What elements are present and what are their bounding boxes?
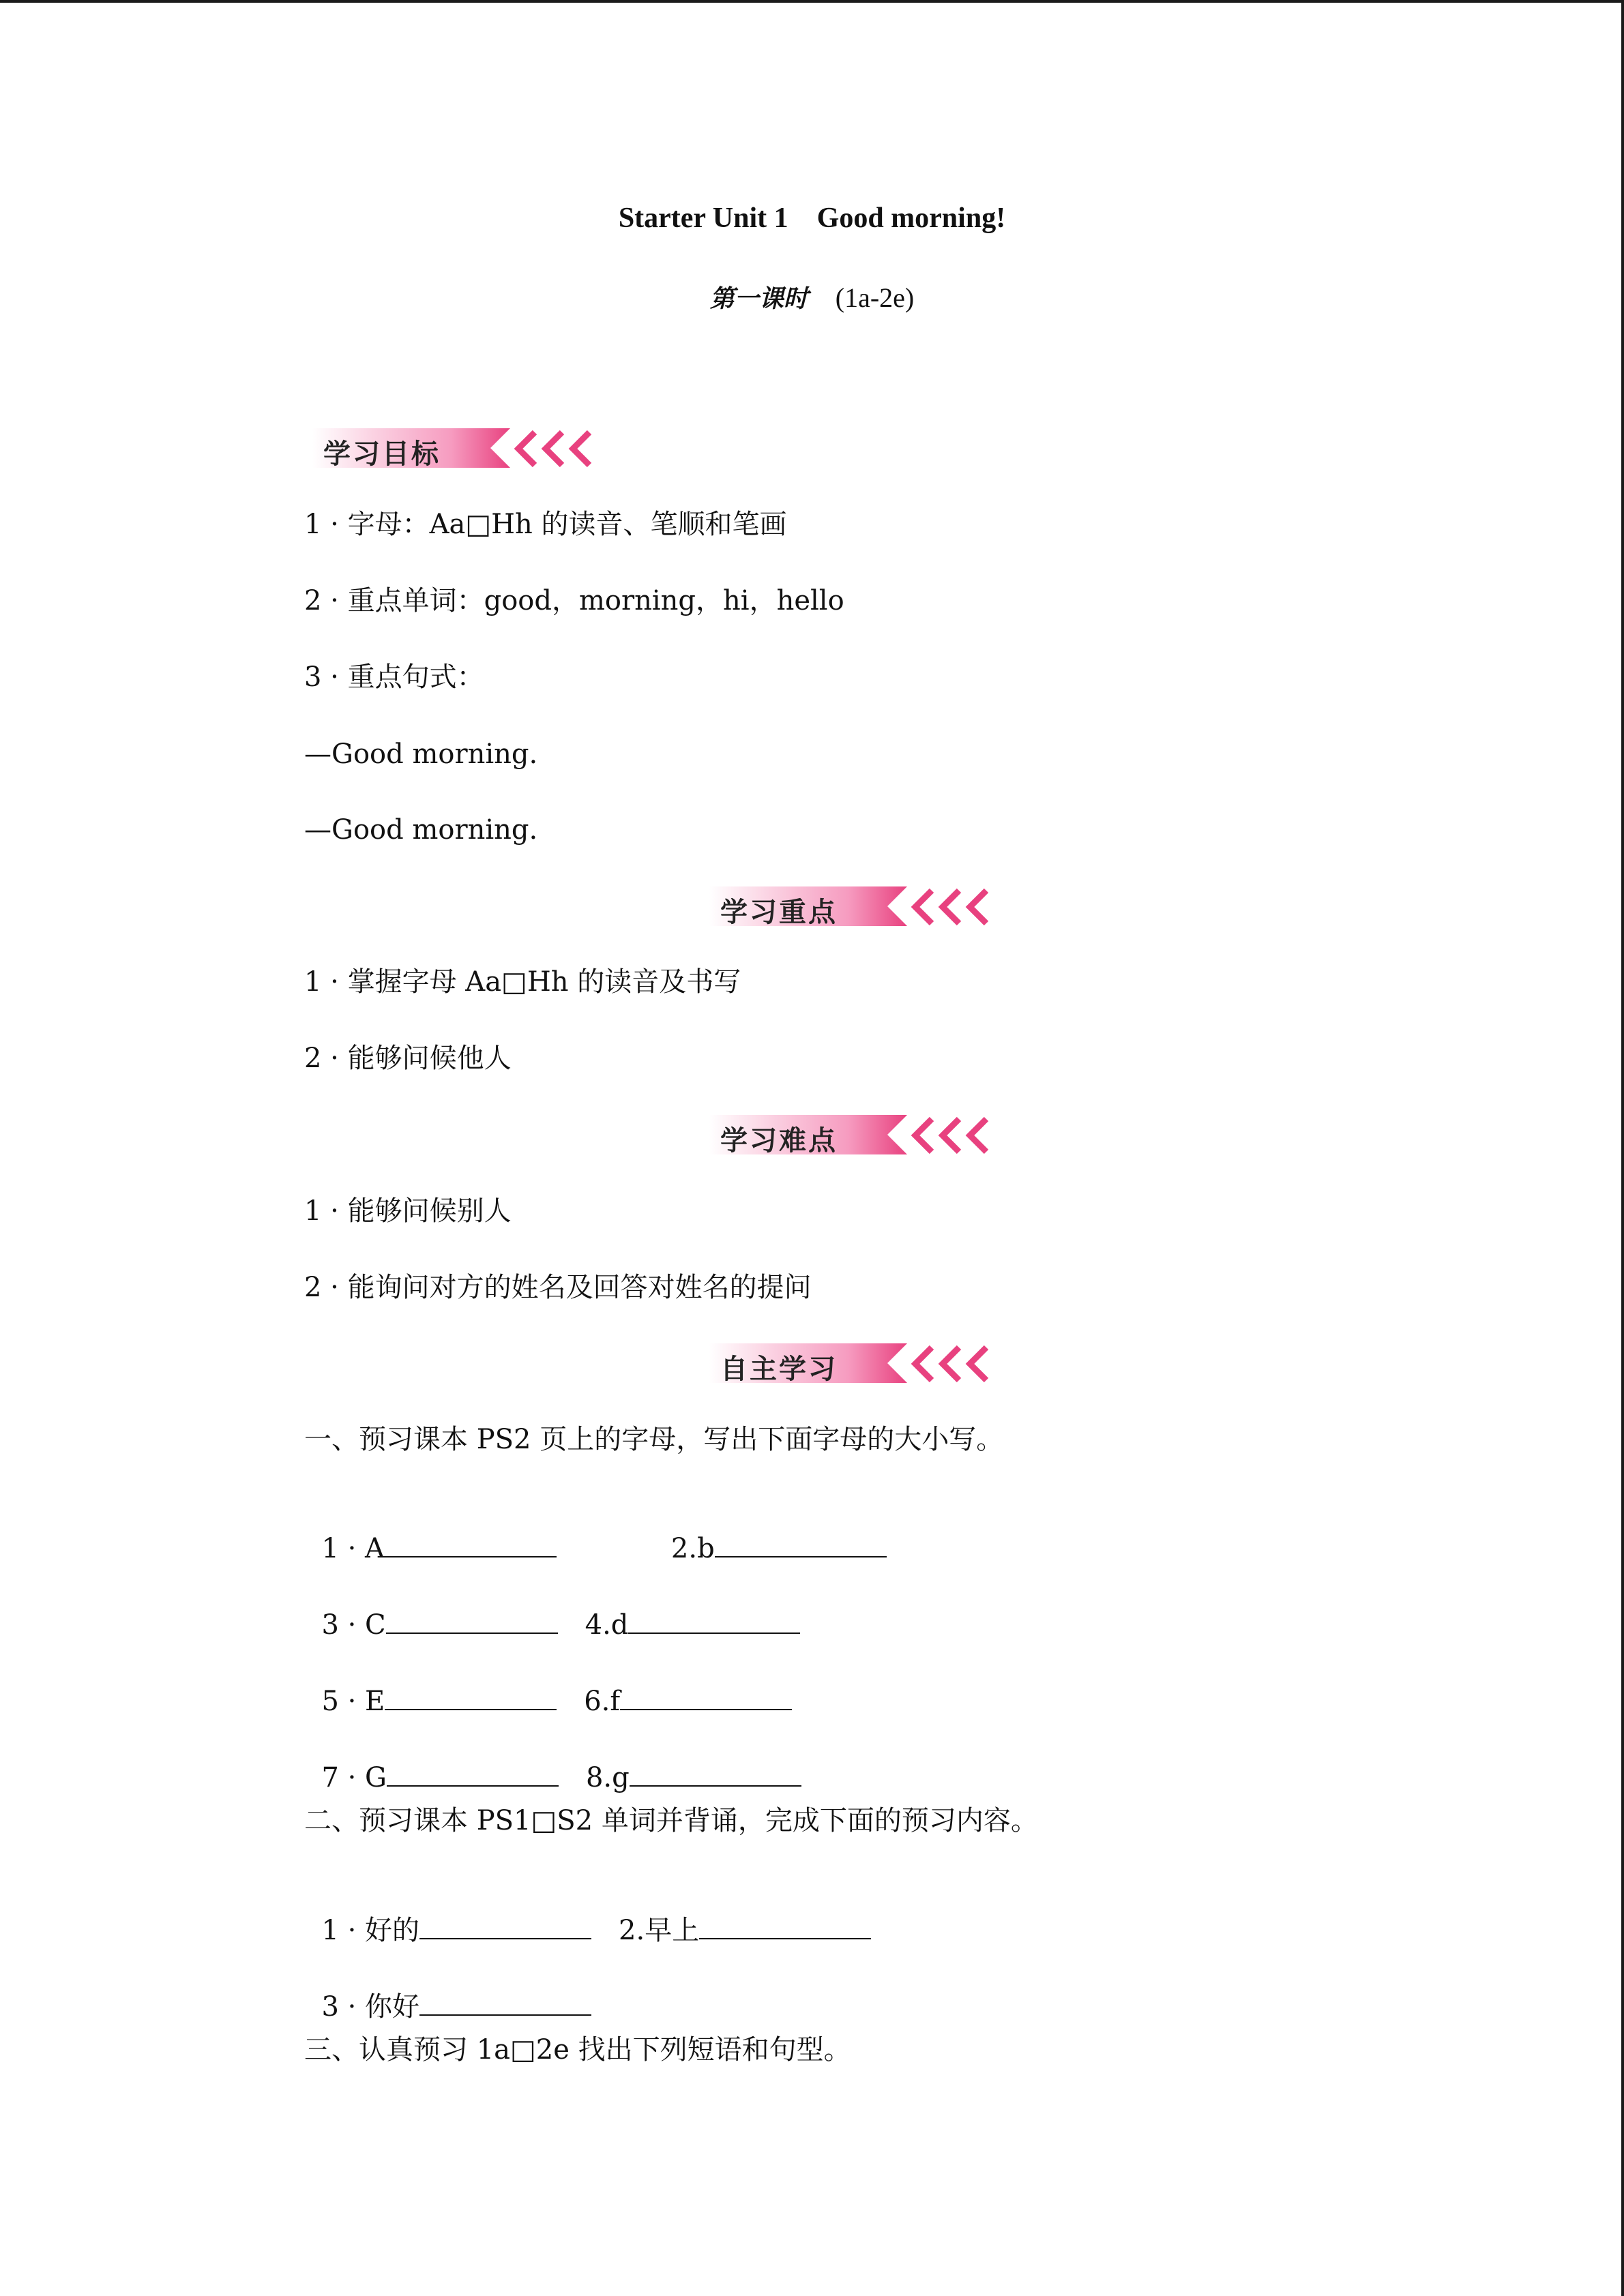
exercise-instruction: 一、预习课本 PS2 页上的字母，写出下面字母的大小写。: [304, 1424, 1004, 1455]
answer-blank[interactable]: [387, 1761, 559, 1787]
exercise-row: [304, 1881, 871, 1947]
top-border: [0, 0, 1624, 3]
answer-blank[interactable]: [699, 1913, 871, 1939]
difficulty-item: 2 · 能询问对方的姓名及回答对姓名的提问: [304, 1272, 812, 1303]
dialogue-line: —Good morning.: [304, 739, 538, 770]
answer-blank[interactable]: [385, 1684, 557, 1710]
chevrons-icon: [911, 1116, 1007, 1154]
banner-label: 学习难点: [720, 1125, 838, 1157]
exercise-prompt: 3 · 你好: [321, 1991, 420, 2023]
exercise-prompt: 1 · A: [321, 1533, 385, 1564]
exercise-row: [304, 1575, 800, 1641]
difficulty-item: 1 · 能够问候别人: [304, 1195, 512, 1227]
section-banner-goals: [312, 428, 599, 468]
exercise-prompt: 8.g: [585, 1762, 630, 1793]
answer-blank[interactable]: [628, 1608, 800, 1634]
key-point-item: 1 · 掌握字母 Aa□Hh 的读音及书写: [304, 966, 741, 998]
chevrons-icon: [911, 888, 1007, 926]
chevrons-icon: [911, 1345, 1007, 1383]
lesson-range: (1a-2e): [835, 282, 915, 313]
exercise-prompt: 4.d: [585, 1609, 629, 1641]
answer-blank[interactable]: [419, 1913, 591, 1939]
exercise-prompt: 6.f: [584, 1686, 621, 1717]
goal-item: 2 · 重点单词：good，morning，hi，hello: [304, 585, 844, 616]
section-banner-difficulties: [709, 1115, 996, 1157]
answer-blank[interactable]: [419, 1990, 591, 2016]
answer-blank[interactable]: [620, 1684, 792, 1710]
chevrons-icon: [514, 430, 610, 468]
exercise-prompt: 3 · C: [321, 1609, 386, 1641]
exercise-row: [304, 1499, 887, 1565]
banner-label: 自主学习: [720, 1354, 838, 1385]
lesson-label: 第一课时: [709, 285, 808, 313]
section-banner-self-study: [709, 1343, 996, 1383]
answer-blank[interactable]: [715, 1532, 887, 1557]
exercise-row: [304, 1728, 801, 1794]
lesson-subtitle: [0, 280, 1624, 314]
exercise-prompt: 2.b: [670, 1533, 715, 1564]
right-border: [1621, 0, 1624, 2296]
exercise-instruction: 二、预习课本 PS1□S2 单词并背诵，完成下面的预习内容。: [304, 1805, 1038, 1836]
answer-blank[interactable]: [385, 1532, 557, 1557]
answer-blank[interactable]: [386, 1608, 558, 1634]
banner-label: 学习重点: [720, 897, 838, 928]
exercise-row: [304, 1957, 591, 2023]
exercise-instruction: 三、认真预习 1a□2e 找出下列短语和句型。: [304, 2034, 851, 2066]
exercise-prompt: 1 · 好的: [321, 1915, 420, 1946]
section-banner-key-points: [709, 886, 996, 926]
answer-blank[interactable]: [630, 1761, 801, 1787]
banner-label: 学习目标: [323, 438, 441, 470]
exercise-prompt: 2.早上: [619, 1915, 700, 1946]
exercise-prompt: 5 · E: [321, 1686, 385, 1717]
page-title: Starter Unit 1 Good morning!: [618, 203, 1006, 234]
exercise-prompt: 7 · G: [321, 1762, 387, 1793]
exercise-row: [304, 1652, 792, 1718]
key-point-item: 2 · 能够问候他人: [304, 1043, 512, 1074]
dialogue-line: —Good morning.: [304, 814, 538, 846]
goal-item: 3 · 重点句式：: [304, 661, 484, 693]
goal-item: 1 · 字母：Aa□Hh 的读音、笔顺和笔画: [304, 509, 787, 540]
